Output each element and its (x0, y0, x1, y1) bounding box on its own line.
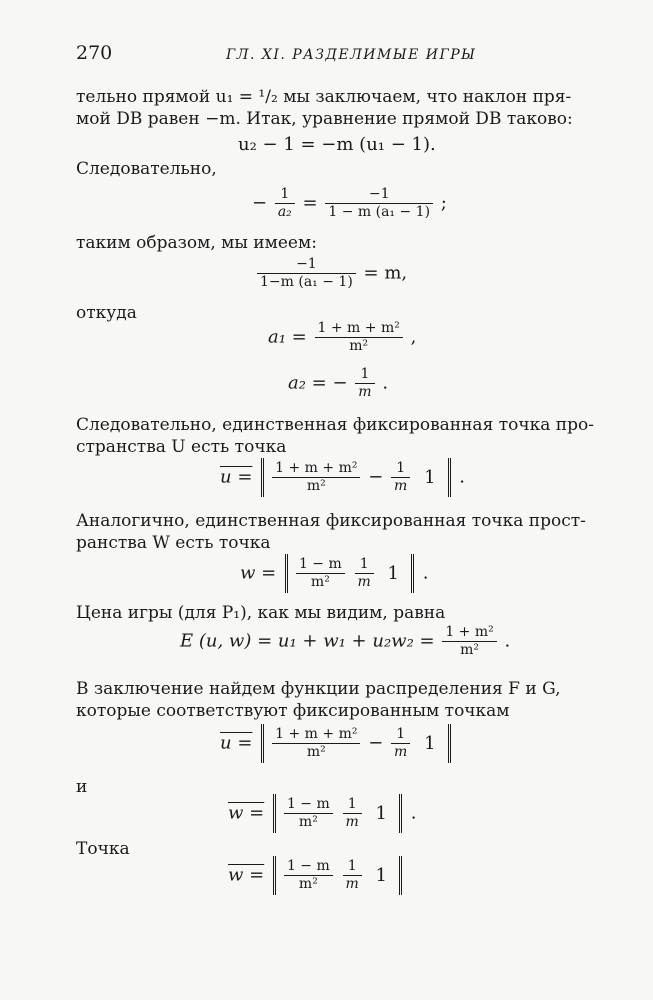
fraction (275, 186, 295, 221)
fraction-denominator: m² (296, 573, 345, 591)
vector-component: 1 (375, 865, 387, 886)
fraction-numerator: 1 (347, 796, 357, 812)
paragraph-line: Точка (76, 839, 130, 859)
fraction-numerator: 1 (359, 556, 369, 572)
vector-lhs: w = (240, 562, 277, 584)
vector-lhs: u = (220, 466, 253, 488)
paragraph-line: тельно прямой u₁ = ¹/₂ мы заключаем, что наклон пря- (76, 87, 572, 107)
period: . (459, 466, 465, 488)
equation-rhs: = m, (363, 262, 408, 284)
fixed-point-w-2 (228, 794, 416, 833)
paragraph-line: странства U есть точка (76, 437, 287, 457)
equation-a2: − $\frac{1}{\text{a₂}}$ = $\frac{-1}{\text{1 − m (a₁ − 1)}}$ ; (252, 186, 447, 220)
paragraph-line: В заключение найдем функции распределения F и G, (76, 679, 561, 699)
vector-component: 1 (424, 467, 436, 488)
fraction-denominator: m² (442, 641, 496, 659)
fraction-denominator: m (355, 383, 374, 401)
fraction-denominator: 1 − m (a₁ − 1) (325, 203, 433, 221)
vector-component: 1 (375, 803, 387, 824)
fraction-numerator: 1 (280, 186, 290, 202)
paragraph-line: откуда (76, 303, 137, 323)
fraction-numerator: 1 − m (286, 858, 330, 874)
fraction-denominator: m² (284, 813, 333, 831)
equation-a2-result (288, 366, 388, 401)
fraction-numerator: 1 (396, 726, 406, 742)
vector-norm (261, 458, 450, 497)
vector-lhs: u = (220, 732, 253, 754)
equation-a1 (268, 320, 416, 355)
equation-end: , (410, 326, 417, 348)
fraction-numerator: 1 − m (286, 796, 330, 812)
fraction (343, 796, 362, 831)
fraction (315, 320, 403, 355)
fraction-numerator: 1 + m + m² (317, 320, 400, 336)
fraction (272, 460, 360, 495)
page-header (76, 42, 596, 72)
paragraph-line: Следовательно, (76, 159, 217, 179)
fraction-numerator: 1 + m + m² (275, 726, 358, 742)
equation-end: . (382, 372, 389, 394)
fraction (257, 256, 356, 291)
fraction (272, 726, 360, 761)
paragraph-line: ранства W есть точка (76, 533, 271, 553)
paragraph-line: Следовательно, единственная фиксированная точка про- (76, 415, 594, 435)
vector-lhs: w = (228, 864, 265, 886)
vector-norm (273, 856, 402, 895)
fraction-denominator: m (355, 573, 374, 591)
fraction-numerator: 1 + m + m² (275, 460, 358, 476)
equation-lhs: a₂ = − (288, 372, 348, 394)
page-number: 270 (76, 42, 113, 64)
minus-sign: − (368, 732, 384, 754)
vector-component: 1 (387, 563, 399, 584)
minus-sign: − (368, 466, 384, 488)
vector-norm (261, 724, 450, 763)
game-value-equation (180, 624, 510, 659)
fraction-denominator: m (343, 813, 362, 831)
fraction-denominator: m² (272, 743, 360, 761)
fraction-numerator: 1 − m (298, 556, 342, 572)
fraction-denominator: m² (272, 477, 360, 495)
fraction (284, 796, 333, 831)
paragraph-line: мой DB равен −m. Итак, уравнение прямой DB таково: (76, 109, 573, 129)
running-head: ГЛ. XI. РАЗДЕЛИМЫЕ ИГРЫ (226, 47, 477, 63)
paragraph-line: Цена игры (для P₁), как мы видим, равна (76, 603, 446, 623)
period: . (422, 562, 429, 584)
fixed-point-u-2 (220, 724, 454, 763)
vector-lhs: w = (228, 802, 265, 824)
equation-lhs: a₁ = (268, 326, 307, 348)
fraction-denominator: m² (315, 337, 403, 355)
fraction (343, 858, 362, 893)
fraction (325, 186, 433, 221)
fraction (355, 556, 374, 591)
fraction-numerator: 1 (360, 366, 370, 382)
period: . (410, 802, 417, 824)
fixed-point-u-1 (220, 458, 465, 497)
paragraph-line: Аналогично, единственная фиксированная точка прост- (76, 511, 586, 531)
fraction (284, 858, 333, 893)
fraction (355, 366, 374, 401)
fraction-denominator: m (391, 743, 410, 761)
period: . (504, 630, 511, 652)
fraction (391, 726, 410, 761)
fraction-numerator: −1 (368, 186, 390, 202)
paragraph-line: и (76, 777, 88, 797)
fixed-point-w-3 (228, 856, 405, 895)
fraction (442, 624, 496, 659)
fraction (391, 460, 410, 495)
fraction-denominator: m² (284, 875, 333, 893)
vector-component: 1 (424, 733, 436, 754)
fixed-point-w-1 (240, 554, 428, 593)
equation-line-DB: u₂ − 1 = −m (u₁ − 1). (238, 134, 436, 155)
paragraph-line: которые соответствуют фиксированным точкам (76, 701, 510, 721)
fraction-denominator: m (343, 875, 362, 893)
equation-m (255, 256, 407, 291)
fraction-numerator: −1 (296, 256, 317, 272)
vector-norm (285, 554, 414, 593)
fraction (296, 556, 345, 591)
fraction-numerator: 1 (396, 460, 406, 476)
fraction-denominator: 1−m (a₁ − 1) (257, 273, 356, 291)
fraction-denominator: m (391, 477, 410, 495)
equation-sign: − (252, 192, 268, 214)
fraction-numerator: 1 (347, 858, 357, 874)
vector-norm (273, 794, 402, 833)
paragraph-line: таким образом, мы имеем: (76, 233, 317, 253)
fraction-denominator: a₂ (275, 203, 295, 221)
equation-lhs: E (u, w) = u₁ + w₁ + u₂w₂ = (180, 630, 435, 652)
equation-end: ; (440, 192, 447, 214)
fraction-numerator: 1 + m² (445, 624, 494, 640)
